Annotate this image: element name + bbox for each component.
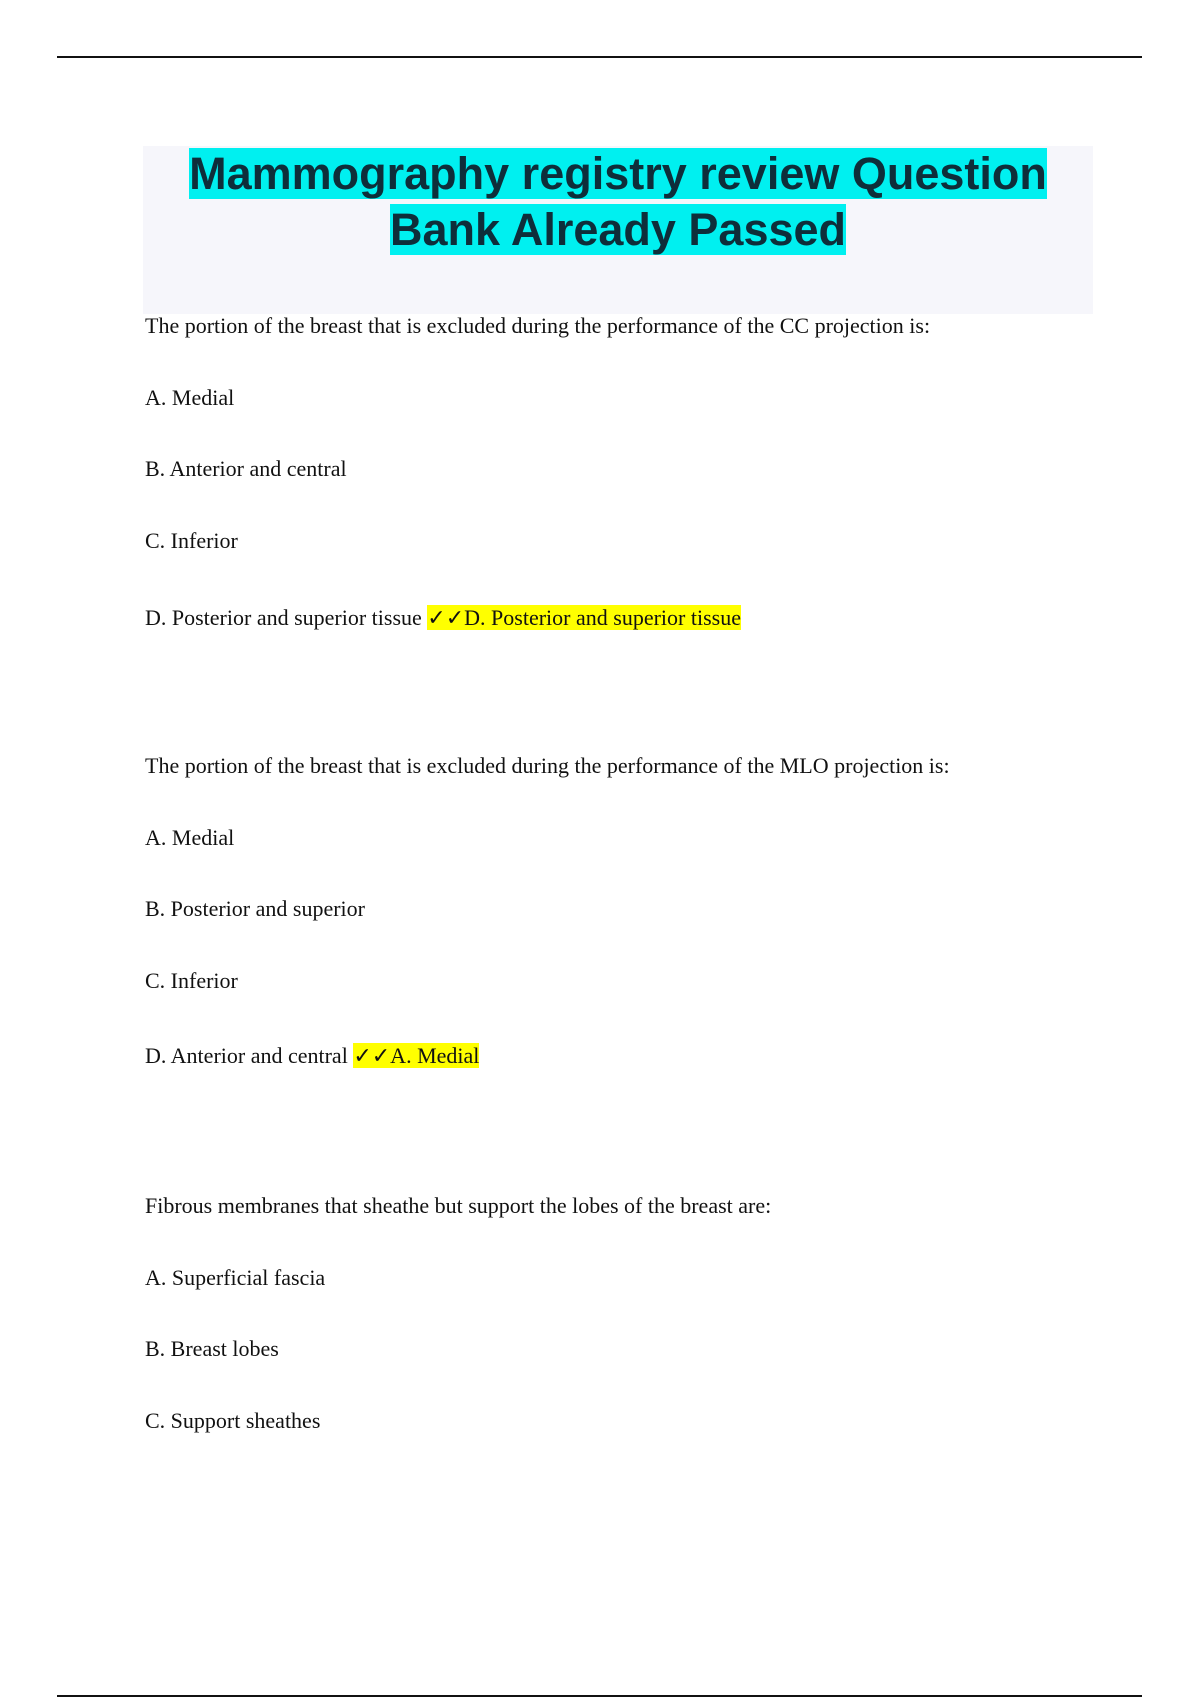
title-block [143,146,1093,314]
question-3-prompt: Fibrous membranes that sheathe but support the lobes of the breast are: [145,1193,772,1218]
question-1-answer: ✓✓D. Posterior and superior tissue [427,605,741,630]
footer-rule [57,1695,1142,1697]
title-line-1: Mammography registry review Question [189,148,1047,199]
title-line-2: Bank Already Passed [389,204,847,255]
question-2-option-a: A. Medial [145,825,235,850]
document-title [143,146,1093,258]
question-1-option-c: C. Inferior [145,528,238,553]
question-2-prompt: The portion of the breast that is excluded during the performance of the MLO projection is: [145,753,950,778]
question-1-option-a: A. Medial [145,385,235,410]
question-2-option-c: C. Inferior [145,968,238,993]
question-2-option-d: D. Anterior and central [145,1043,348,1068]
question-3-option-a: A. Superficial fascia [145,1265,326,1290]
question-1-option-b: B. Anterior and central [145,456,347,481]
header-rule [57,56,1142,58]
question-1-prompt: The portion of the breast that is excluded during the performance of the CC projection is: [145,313,931,338]
question-1-option-d-row [145,604,741,632]
question-2-option-b: B. Posterior and superior [145,896,365,921]
question-3-option-b: B. Breast lobes [145,1336,279,1361]
question-2-option-d-row [145,1042,479,1070]
question-2-answer: ✓✓A. Medial [353,1043,480,1068]
question-3-option-c: C. Support sheathes [145,1408,321,1433]
question-1-option-d: D. Posterior and superior tissue [145,605,422,630]
